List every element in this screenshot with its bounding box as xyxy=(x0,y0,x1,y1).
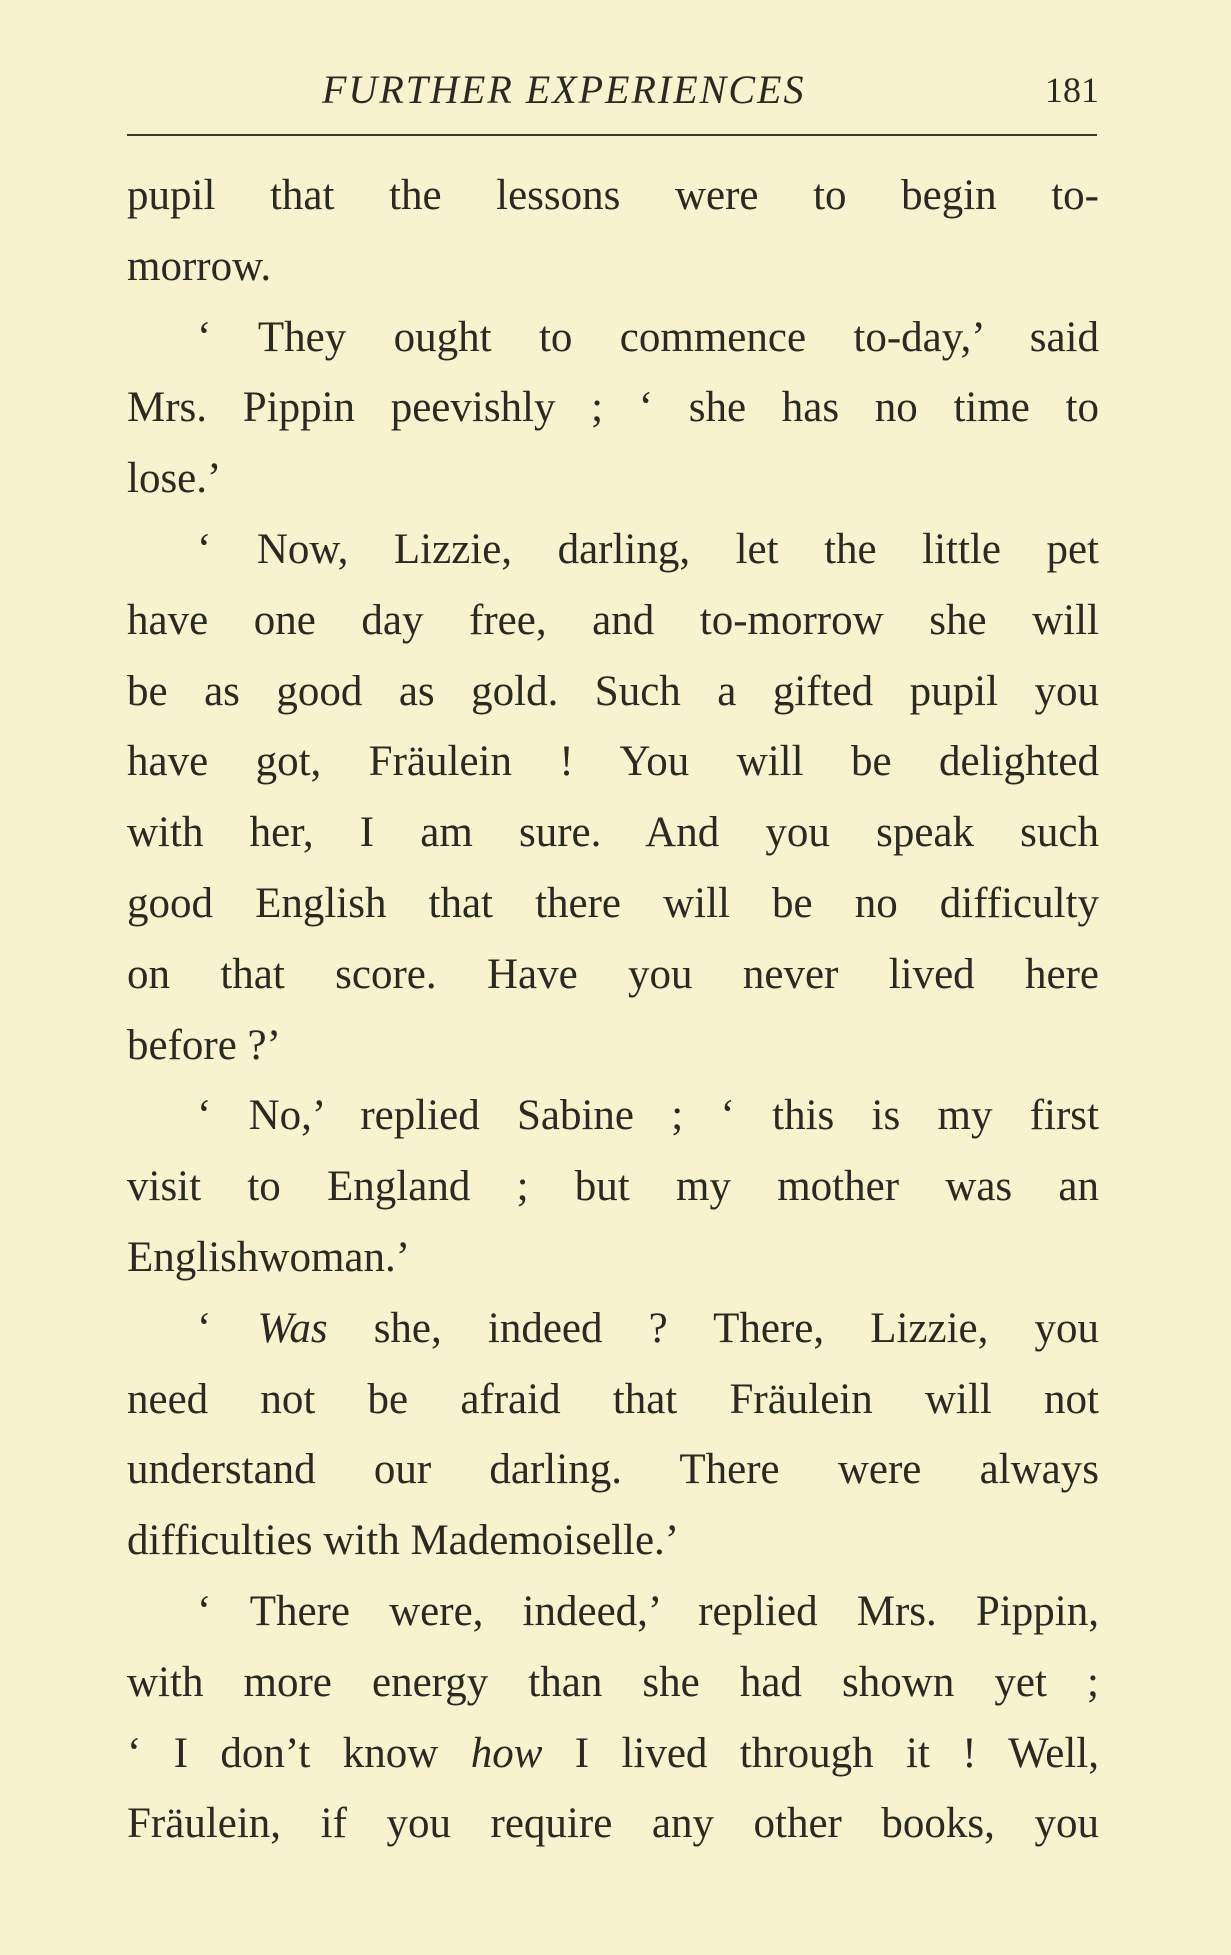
text-line: on that score. Have you never lived here xyxy=(127,950,1099,998)
text-fragment: ‘ xyxy=(197,1304,258,1352)
body-text xyxy=(127,161,1099,1860)
text-line: lose.’ xyxy=(127,455,222,503)
text-line: Mrs. Pippin peevishly ; ‘ she has no time to xyxy=(127,384,1099,432)
text-line: with her, I am sure. And you speak such xyxy=(127,809,1099,857)
emphasis-text: how xyxy=(470,1729,543,1777)
text-line: with more energy than she had shown yet ; xyxy=(127,1658,1099,1706)
text-line: have got, Fräulein ! You will be delighted xyxy=(127,738,1099,786)
page-header xyxy=(127,60,1099,120)
text-line: difficulties with Mademoiselle.’ xyxy=(127,1517,680,1565)
text-line: ‘ They ought to commence to-day,’ said xyxy=(197,313,1099,361)
text-line: be as good as gold. Such a gifted pupil you xyxy=(127,667,1099,715)
text-fragment: she, indeed ? There, Lizzie, you xyxy=(327,1304,1099,1352)
text-line: ‘ No,’ replied Sabine ; ‘ this is my first xyxy=(197,1092,1099,1140)
text-line: Fräulein, if you require any other books, you xyxy=(127,1800,1099,1848)
text-line: need not be afraid that Fräulein will not xyxy=(127,1375,1099,1423)
text-fragment: ‘ I don’t know xyxy=(127,1729,471,1777)
text-fragment: I lived through it ! Well, xyxy=(542,1729,1099,1777)
text-line: Englishwoman.’ xyxy=(127,1233,411,1281)
text-line: pupil that the lessons were to begin to- xyxy=(127,172,1099,219)
text-line: before ?’ xyxy=(127,1021,281,1069)
text-line: have one day free, and to-morrow she will xyxy=(127,596,1099,644)
header-rule xyxy=(127,134,1097,136)
text-line xyxy=(127,1294,1099,1365)
text-line: understand our darling. There were always xyxy=(127,1446,1099,1494)
text-line xyxy=(127,1719,1099,1790)
text-line: visit to England ; but my mother was an xyxy=(127,1163,1099,1211)
emphasis-text: Was xyxy=(257,1304,328,1352)
text-line: ‘ There were, indeed,’ replied Mrs. Pippin, xyxy=(197,1587,1099,1635)
text-line: morrow. xyxy=(127,242,272,290)
text-line: good English that there will be no difficulty xyxy=(127,879,1099,927)
running-title: FURTHER EXPERIENCES xyxy=(322,67,806,112)
text-line: ‘ Now, Lizzie, darling, let the little pet xyxy=(197,525,1099,573)
page-number: 181 xyxy=(1045,70,1099,110)
